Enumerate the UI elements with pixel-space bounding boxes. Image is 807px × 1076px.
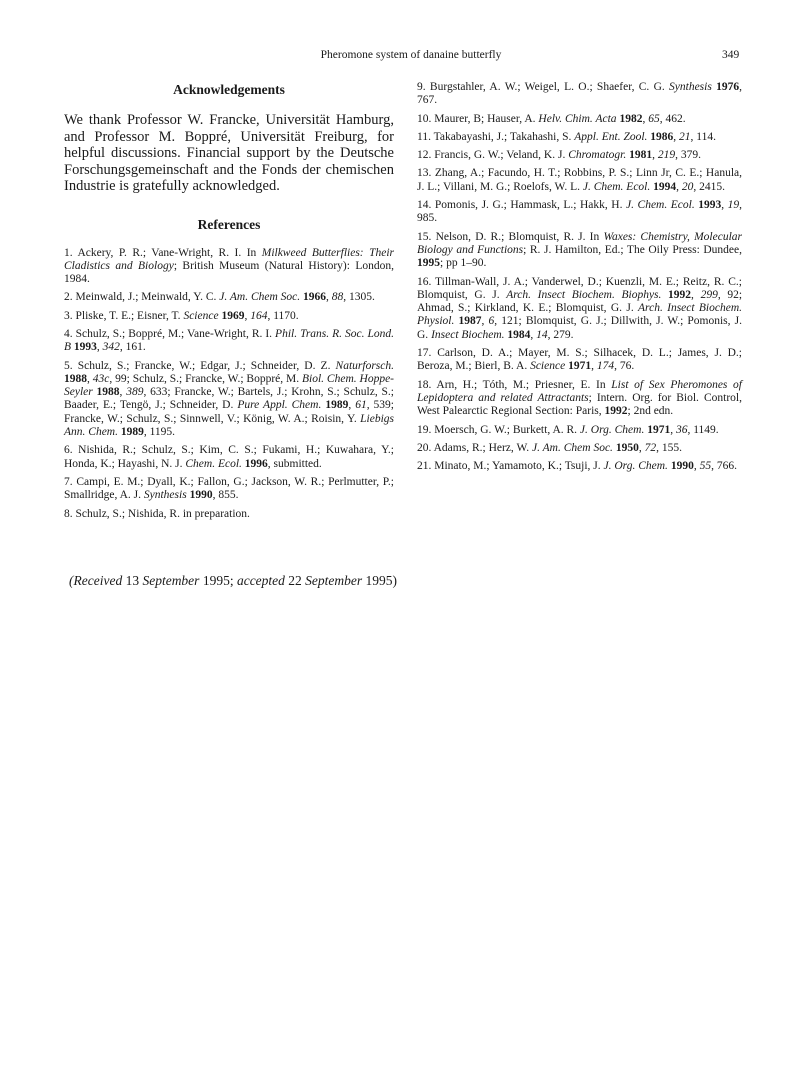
reference-list-left (64, 247, 394, 521)
reference-item: 17. Carlson, D. A.; Mayer, M. S.; Silhacek, D. L.; James, J. D.; Beroza, M.; Bierl, B. A. Science 1971, 174, 76. (417, 347, 742, 373)
reference-item: 12. Francis, G. W.; Veland, K. J. Chromatogr. 1981, 219, 379. (417, 149, 701, 162)
acknowledgements-text: We thank Professor W. Francke, Universität Hamburg, and Professor M. Boppré, Universität Freiburg, for helpful discussions. Financial support by the Deutsche Forschungsgemeinschaft and the Fonds der chemischen Industrie is gratefully acknowledged. (64, 112, 394, 194)
reference-number: 14 (417, 199, 429, 212)
reference-item: 21. Minato, M.; Yamamoto, K.; Tsuji, J. J. Org. Chem. 1990, 55, 766. (417, 460, 737, 473)
reference-item: 16. Tillman-Wall, J. A.; Vanderwel, D.; Kuenzli, M. E.; Reitz, R. C.; Blomquist, G. J. Arch. Insect Biochem. Biophys. 1992, 299, 92; Ahmad, S.; Kirkland, K. E.; Blomquist, G. J. Arch. Insect Biochem. Physiol. 1987, 6, 121; Blomquist, G. J.; Dillwith, J. W.; Pomonis, J. G. Insect Biochem. 1984, 14, 279. (417, 275, 743, 341)
reference-item: 1. Ackery, P. R.; Vane-Wright, R. I. In Milkweed Butterflies: Their Cladistics and Biology; British Museum (Natural History): London, 1984. (64, 246, 394, 286)
reference-number: 3 (64, 309, 70, 322)
reference-item: 11. Takabayashi, J.; Takahashi, S. Appl. Ent. Zool. 1986, 21, 114. (417, 130, 716, 143)
right-column (417, 80, 742, 478)
reference-number: 6 (64, 444, 70, 457)
received-note: (Received 13 September 1995; accepted 22 September 1995) (69, 573, 398, 588)
reference-item: 18. Arn, H.; Tóth, M.; Priesner, E. In List of Sex Pheromones of Lepidoptera and related Attractants; Intern. Org. for Biol. Control, West Palearctic Regional Section: Paris, 1992; 2nd edn. (417, 378, 742, 418)
acknowledgements-heading: Acknowledgements (173, 82, 285, 97)
reference-list-right (417, 81, 742, 473)
reference-number: 13 (417, 167, 429, 180)
reference-item: 8. Schulz, S.; Nishida, R. in preparation. (64, 507, 250, 520)
reference-item: 15. Nelson, D. R.; Blomquist, R. J. In Waxes: Chemistry, Molecular Biology and Functions; R. J. Hamilton, Ed.; The Oily Press: Dundee, 1995; pp 1–90. (417, 230, 743, 270)
reference-number: 20 (417, 441, 429, 454)
reference-number: 7 (64, 475, 70, 488)
reference-item: 13. Zhang, A.; Facundo, H. T.; Robbins, P. S.; Linn Jr, C. E.; Hanula, J. L.; Villani, M. G.; Roelofs, W. L. J. Chem. Ecol. 1994, 20, 2415. (417, 167, 742, 193)
reference-item: 9. Burgstahler, A. W.; Weigel, L. O.; Shaefer, C. G. Synthesis 1976, 767. (417, 81, 743, 107)
reference-number: 21 (417, 460, 429, 473)
reference-number: 11 (417, 130, 429, 143)
reference-number: 5 (64, 359, 70, 372)
reference-item: 14. Pomonis, J. G.; Hammask, L.; Hakk, H. J. Chem. Ecol. 1993, 19, 985. (417, 199, 743, 225)
reference-number: 15 (417, 230, 429, 243)
page-number: 349 (722, 49, 740, 61)
reference-number: 10 (417, 112, 429, 125)
running-title: Pheromone system of danaine butterfly (320, 49, 502, 61)
reference-item: 4. Schulz, S.; Boppré, M.; Vane-Wright, R. I. Phil. Trans. R. Soc. Lond. B 1993, 342, 161. (64, 327, 395, 354)
reference-item: 3. Pliske, T. E.; Eisner, T. Science 1969, 164, 1170. (64, 309, 299, 322)
reference-item: 7. Campi, E. M.; Dyall, K.; Fallon, G.; Jackson, W. R.; Perlmutter, P.; Smallridge, A. J. Synthesis 1990, 855. (64, 475, 394, 502)
reference-number: 17 (417, 347, 429, 360)
reference-number: 2 (64, 291, 70, 304)
running-header (0, 49, 807, 65)
reference-item: 10. Maurer, B; Hauser, A. Helv. Chim. Acta 1982, 65, 462. (417, 112, 686, 125)
reference-number: 18 (417, 378, 429, 391)
reference-number: 16 (417, 275, 429, 288)
reference-item: 6. Nishida, R.; Schulz, S.; Kim, C. S.; Fukami, H.; Kuwahara, Y.; Honda, K.; Hayashi, N. J. Chem. Ecol. 1996, submitted. (64, 444, 394, 470)
reference-number: 8 (64, 507, 70, 520)
left-column (64, 80, 394, 526)
reference-number: 19 (417, 423, 429, 436)
reference-item: 5. Schulz, S.; Francke, W.; Edgar, J.; Schneider, D. Z. Naturforsch. 1988, 43c, 99; Schulz, S.; Francke, W.; Boppré, M. Biol. Chem. Hoppe-Seyler 1988, 389, 633; Francke, W.; Bartels, J.; Krohn, S.; Schulz, S.; Baader, E.; Tengö, J.; Schneider, D. Pure Appl. Chem. 1989, 61, 539; Francke, W.; Schulz, S.; Sinnwell, V.; König, W. A.; Roisin, Y. Liebigs Ann. Chem. 1989, 1195. (64, 359, 395, 439)
reference-number: 1 (64, 246, 70, 259)
reference-number: 9 (417, 81, 423, 93)
reference-item: 2. Meinwald, J.; Meinwald, Y. C. J. Am. Chem Soc. 1966, 88, 1305. (64, 291, 375, 304)
reference-number: 4 (64, 327, 70, 340)
reference-item: 20. Adams, R.; Herz, W. J. Am. Chem Soc. 1950, 72, 155. (417, 441, 682, 454)
references-heading: References (197, 216, 261, 232)
reference-number: 12 (417, 149, 429, 162)
reference-item: 19. Moersch, G. W.; Burkett, A. R. J. Org. Chem. 1971, 36, 1149. (417, 423, 719, 436)
